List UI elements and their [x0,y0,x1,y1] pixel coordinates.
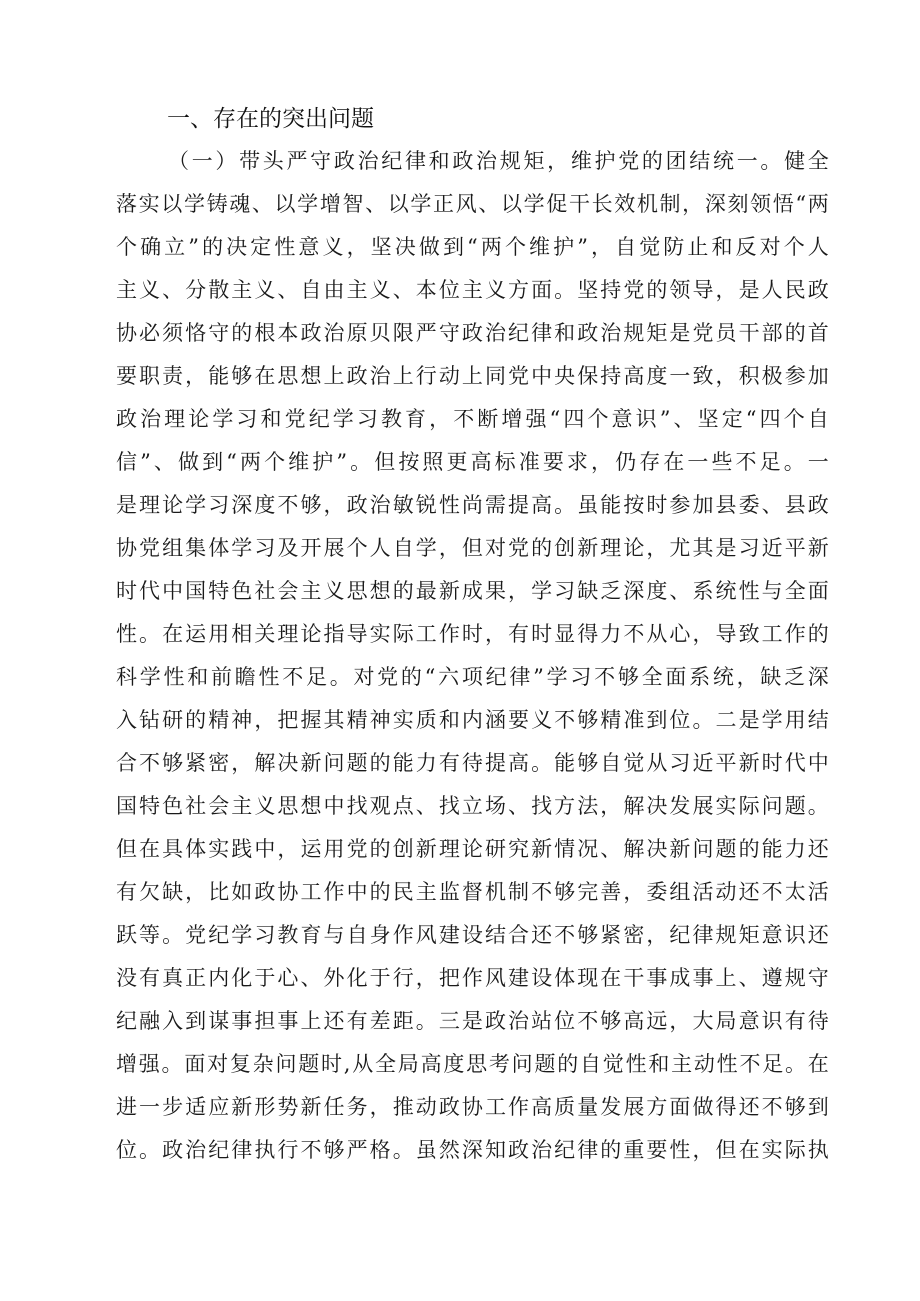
paragraph-line: 协党组集体学习及开展个人自学，但对党的创新理论，尤其是习近平新 [116,536,829,560]
paragraph-line: 纪融入到谋事担事上还有差距。三是政治站位不够高远，大局意识有待 [116,1009,829,1033]
paragraph-line: 时代中国特色社会主义思想的最新成果，学习缺乏深度、系统性与全面 [116,579,829,603]
paragraph-line: 合不够紧密，解决新问题的能力有待提高。能够自觉从习近平新时代中 [116,751,829,775]
paragraph-line: 主义、分散主义、自由主义、本位主义方面。坚持党的领导，是人民政 [116,278,829,302]
paragraph-line: 科学性和前瞻性不足。对党的“六项纪律”学习不够全面系统，缺乏深 [116,665,829,689]
paragraph-line: 政治理论学习和党纪学习教育，不断增强“四个意识”、坚定“四个自 [116,407,829,431]
paragraph-line: 信”、做到“两个维护”。但按照更高标准要求，仍存在一些不足。一 [116,450,829,474]
paragraph-line: 个确立”的决定性意义，坚决做到“两个维护”，自觉防止和反对个人 [116,235,829,259]
paragraph-line: 位。政治纪律执行不够严格。虽然深知政治纪律的重要性，但在实际执 [116,1138,829,1162]
paragraph-line: 落实以学铸魂、以学增智、以学正风、以学促干长效机制，深刻领悟“两 [116,192,829,216]
section-heading: 一、存在的突出问题 [167,106,374,132]
paragraph-line: 没有真正内化于心、外化于行，把作风建设体现在干事成事上、遵规守 [116,966,829,990]
paragraph-line: 跃等。党纪学习教育与自身作风建设结合还不够紧密，纪律规矩意识还 [116,923,829,947]
paragraph-line: 要职责，能够在思想上政治上行动上同党中央保持高度一致，积极参加 [116,364,829,388]
paragraph-line: 性。在运用相关理论指导实际工作时，有时显得力不从心，导致工作的 [116,622,829,646]
paragraph-line: 国特色社会主义思想中找观点、找立场、找方法，解决发展实际问题。 [116,794,829,818]
paragraph-line: 有欠缺，比如政协工作中的民主监督机制不够完善，委组活动还不太活 [116,880,829,904]
paragraph-line: 增强。面对复杂问题时,从全局高度思考问题的自觉性和主动性不足。在 [116,1052,829,1076]
paragraph-line: 协必须恪守的根本政治原贝限严守政治纪律和政治规矩是党员干部的首 [116,321,829,345]
paragraph-line: 但在具体实践中，运用党的创新理论研究新情况、解决新问题的能力还 [116,837,829,861]
paragraph-line: （一）带头严守政治纪律和政治规矩，维护党的团结统一。健全 [168,149,829,173]
paragraph-line: 是理论学习深度不够，政治敏锐性尚需提高。虽能按时参加县委、县政 [116,493,829,517]
paragraph-line: 入钻研的精神，把握其精神实质和内涵要义不够精准到位。二是学用结 [116,708,829,732]
paragraph-line: 进一步适应新形势新任务，推动政协工作高质量发展方面做得还不够到 [116,1095,829,1119]
